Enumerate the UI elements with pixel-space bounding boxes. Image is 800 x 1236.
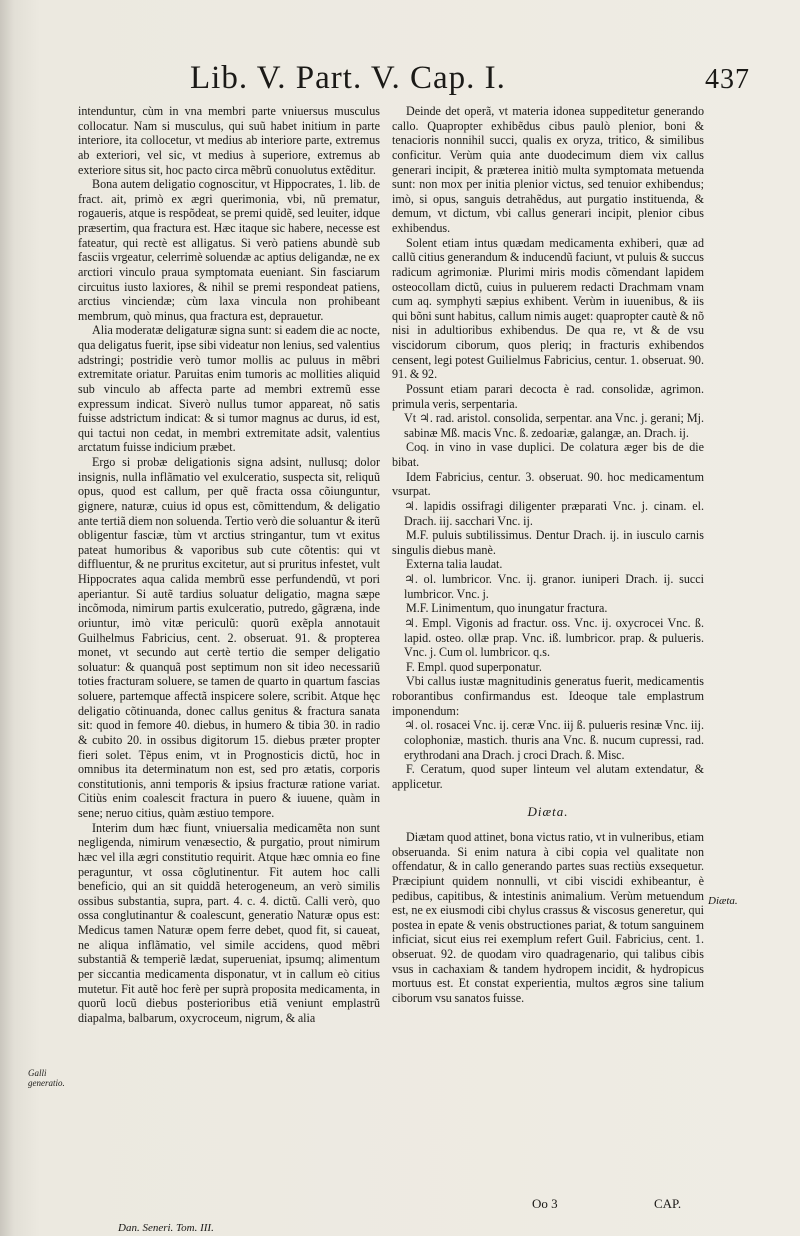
running-header	[190, 60, 750, 104]
margin-note-left: Galli generatio.	[28, 1068, 65, 1088]
running-title: Lib. V. Part. V. Cap. I.	[190, 60, 506, 96]
right-column	[392, 104, 704, 1006]
recipe-instruction: M.F. Linimentum, quo inungatur fractura.	[406, 601, 608, 616]
margin-note-right: Diæta.	[708, 895, 738, 907]
catchword: CAP.	[654, 1196, 682, 1211]
paragraph: Idem Fabricius, centur. 3. obseruat. 90. hoc medicamentum vsurpat.	[392, 469, 704, 499]
recipe-instruction: Coq. in vino in vase duplici. De colatura æger bis de die bibat.	[392, 440, 704, 469]
recipe-line: ♃. Empl. Vigonis ad fractur. oss. Vnc. ij. oxycrocei Vnc. ß. lapid. osteo. ollæ prap. Vnc. iß. lumbricor. prap. & pulueris. Vnc. j. Cum ol. lumbricor. q.s.	[404, 615, 704, 660]
recipe-instruction: F. Ceratum, quod super linteum vel alutam extendatur, & applicetur.	[392, 762, 704, 791]
recipe-line: Vt ♃. rad. aristol. consolida, serpentar. ana Vnc. j. gerani; Mj. sabinæ Mß. macis Vnc. ß. zedoariæ, galangæ, an. Drach. ij.	[404, 411, 704, 440]
paragraph: Ergo si probæ deligationis signa adsint, nullusq; dolor insignis, nulla inflãmatio vel exulceratio, suspecta sit, reliquũ opus, quod est callum, per quẽ fracta ossa cõiunguntur, gignere, naturæ, cuius id opus est, cõmittendum, & deligatio ante tertiã diem non soluenda. Tertio verò die soluantur & iterũ obligentur fasciæ, tùm vt arctius stringantur, tum vt exitus pateat humoribus & vaporibus sub cute cõtentis: qui vt diffluentur, & ne pruritus excitetur, aut si pruritus infestet, vult Hippocrates aqua calida membrũ esse perfundendũ, vt pori aperiantur. Si autẽ tardius soluatur deligatio, magna sæpe incõmoda, nimirum partis exulceratio, putredo, gãgræna, inde oriuntur, imò vitæ periculũ: quorũ exẽpla annotauit Guilhelmus Fabricius, cent. 2. obseruat. 91. & propterea monet, vt secundo aut certè tertio die semper deligatio soluatur: & quanquã post septimum non sit ideo necessariũ toties fracturam soluere, se tamen de quarto in quartum fascias soluere, partemque affectã inspicere solere, scribit. Atque hęc deligatio cõtinuanda, donec callus genitus & fractura sanata sit: quod in femore 40. diebus, in humero & tibia 30. in radio & cubito 20. in ossibus digitorum 15. diebus præter propter fieri solet. Tẽpus enim, vt in Prognosticis dictũ, hoc in omnibus ita determinatum non est, sed pro ætatis, corporis constitutionis, anni temporis & ipsius fracturæ ratione variat. Citiùs enim coalescit fractura in puero & iuuene, quàm in sene; neruo citius, quàm æstiuo tempore.	[78, 455, 380, 820]
recipe-line: ♃. ol. rosacei Vnc. ij. ceræ Vnc. iij ß. pulueris resinæ Vnc. iij. colophoniæ, mastich. thuris ana Vnc. ß. nucum cupressi, rad. erythrodani ana Drach. j croci Drach. ß. Misc.	[404, 718, 704, 762]
paragraph: Bona autem deligatio cognoscitur, vt Hippocrates, 1. lib. de fract. ait, primò ex ægri querimonia, vbi, nũ prematur, rogaueris, atque is respõdeat, se premi quidẽ, sed leuiter, idque præsertim, qua fractura est. Hæc itaque sic habere, necesse est fateatur, qui rectè est alligatus. Si verò patiens abundè sub fasciis vrgeatur, celerrimè soluendæ ac aptius deligandæ, ne ex arctiori vinculo praua symptomata eueniant. Sin fasciarum circuitus iusto laxiores, & nihil se premi respondeat patiens, arctius vinciendæ; cùm laxa vincula non prohibeant membrum, quò minus, qua fractura est, deprauetur.	[78, 177, 380, 323]
paragraph: Possunt etiam parari decocta è rad. consolidæ, agrimon. primula veris, serpentaria.	[392, 381, 704, 411]
paragraph: Solent etiam intus quædam medicamenta exhiberi, quæ ad callũ citius generandum & inducendũ faciunt, vt puluis & succus radicum agrimoniæ. Plurimi miris modis cõmendant lapidem osteocollam dictũ, cuius in puluerem redacti Drachmam vnam cum aq. symphyti sæpius exhibent. Verùm in iuuenibus, & iis qui bõni sunt habitus, callum nimis auget: quapropter cautè & nõ nisi in adultioribus exhibendus. De qua re, vt & de vsu viscidorum ciborum, quos pleriq; in fracturis exhibendos censent, legi potest Guilielmus Fabricius, centur. 1. obseruat. 90. 91. & 92.	[392, 235, 704, 382]
paragraph: Externa talia laudat.	[406, 557, 503, 572]
recipe-line: ♃. lapidis ossifragi diligenter præparati Vnc. j. cinam. el. Drach. iij. sacchari Vnc. ij.	[404, 498, 704, 528]
paragraph: intenduntur, cùm in vna membri parte vniuersus musculus collocatur. Nam si musculus, qui suũ habet initium in parte interiore, ita collocetur, vt medius ab interiore parte, extremus ab exteriori, vel sic, vt medius à superiore, extremus ab exteriore situs sit, hoc pacto circa mẽbrũ conuolutus extẽditur.	[78, 104, 380, 177]
page-number: 437	[705, 64, 750, 95]
recipe-instruction: F. Empl. quod superponatur.	[406, 659, 542, 674]
recipe-instruction: M.F. puluis subtilissimus. Dentur Drach. ij. in iusculo carnis singulis diebus manè.	[392, 528, 704, 557]
paragraph: Vbi callus iustæ magnitudinis generatus fuerit, medicamentis roborantibus confirmandus est. Ideoque tale emplastrum imponendum:	[392, 674, 704, 718]
section-heading: Diæta.	[527, 804, 569, 820]
paragraph: Deinde det operã, vt materia idonea suppeditetur generando callo. Quapropter exhibẽdus cibus paulò plenior, boni & tenacioris nonnihil succi, qualis ex oryza, tritico, & similibus conficitur. Verùm quia ante duodecimum diem vix callus generari incipit, & præterea initiò multa symptomata metuenda sunt: non mox per initia plenior victus, sed tenuior exhibendus; imò, si opus, sanguis detrahẽdus, aut purgatio instituenda, & demum, vt dictum, vbi callus generari incipit, plenior cibus exhibendus.	[392, 104, 704, 235]
signature-mark: Oo 3	[532, 1196, 558, 1211]
paragraph: Interim dum hæc fiunt, vniuersalia medicamẽta non sunt negligenda, nimirum venæsectio, & purgatio, prout nimirum hæc vel illa ægri constitutio requirit. Atque hæc omnia eo fine peraguntur, vt ossa cõglutinentur. Fit autem hoc calli beneficio, qui an sit quiddã heterogeneum, an verò similis ossibus substantia, supra, part. 4. c. 4. dictũ. Calli verò, quo ossa conglutinantur & coalescunt, generatio Naturæ opus est: Medicus tamen Naturæ opem ferre debet, quod fit, si caueat, ne aliqua inflãmatio, vel simile accidens, quod mẽbri substantiã & temperiẽ lædat, superueniat, ipsumq; alimentum per siccantia medicamenta disponatur, vt in callum eò citius mutetur. Fit autẽ hoc ferè per suprà proposita medicamenta, in quorũ locũ diebus posterioribus etiã veniunt emplastrũ diapalma, balbarum, oxycroceum, nigrum, & alia	[78, 820, 380, 1025]
footer-volume-note: Dan. Seneri. Tom. III.	[118, 1222, 214, 1234]
left-column	[78, 104, 380, 1025]
paragraph: Diætam quod attinet, bona victus ratio, vt in vulneribus, etiam obseruanda. Si enim natura à cibi copia vel qualitate non offendatur, & in callo generando partes suas rectiùs exsequetur. Præcipiunt quidem nonnulli, vt cibi viscidi exhibeantur, è pedibus, capitibus, & intestinis animalium. Verùm metuendum est, ne ex eiusmodi cibi chylus crassus & viscosus generetur, qui postea in epate & venis obstructiones pariat, & totum sanguinem inficiat, sicut eius rei exemplum refert Guil. Fabricius, cent. 1. obseruat. 92. de quodam viro quadragenario, qui talibus cibis vsus in cachaxiam & tandem hydropem incidit, & hydropicus mortuus est. Et constat experientia, multos ægros sine talium ciborum vsu sanatos fuisse.	[392, 830, 704, 1005]
recipe-line: ♃. ol. lumbricor. Vnc. ij. granor. iuniperi Drach. ij. succi lumbricor. Vnc. j.	[404, 572, 704, 601]
paragraph: Alia moderatæ deligaturæ signa sunt: si eadem die ac nocte, qua deligatus fuerit, ipse sibi videatur non lenius, sed valentius adstringi; postridie verò tumor mollis ac puluus in mẽbri extremitate oriatur. Paruitas enim tumoris ac mollities aliquid sub vinculo ab affecta parte ad membri extremũ esse expressum indicat. Siverò nullus tumor appareat, nõ satis fuisse adstrictum indicat: & si tumor magnus ac durus, id est, qui tactui non cedat, in membri extremitate adsit, valentius arctatum fuisse indicium præbet.	[78, 323, 380, 455]
